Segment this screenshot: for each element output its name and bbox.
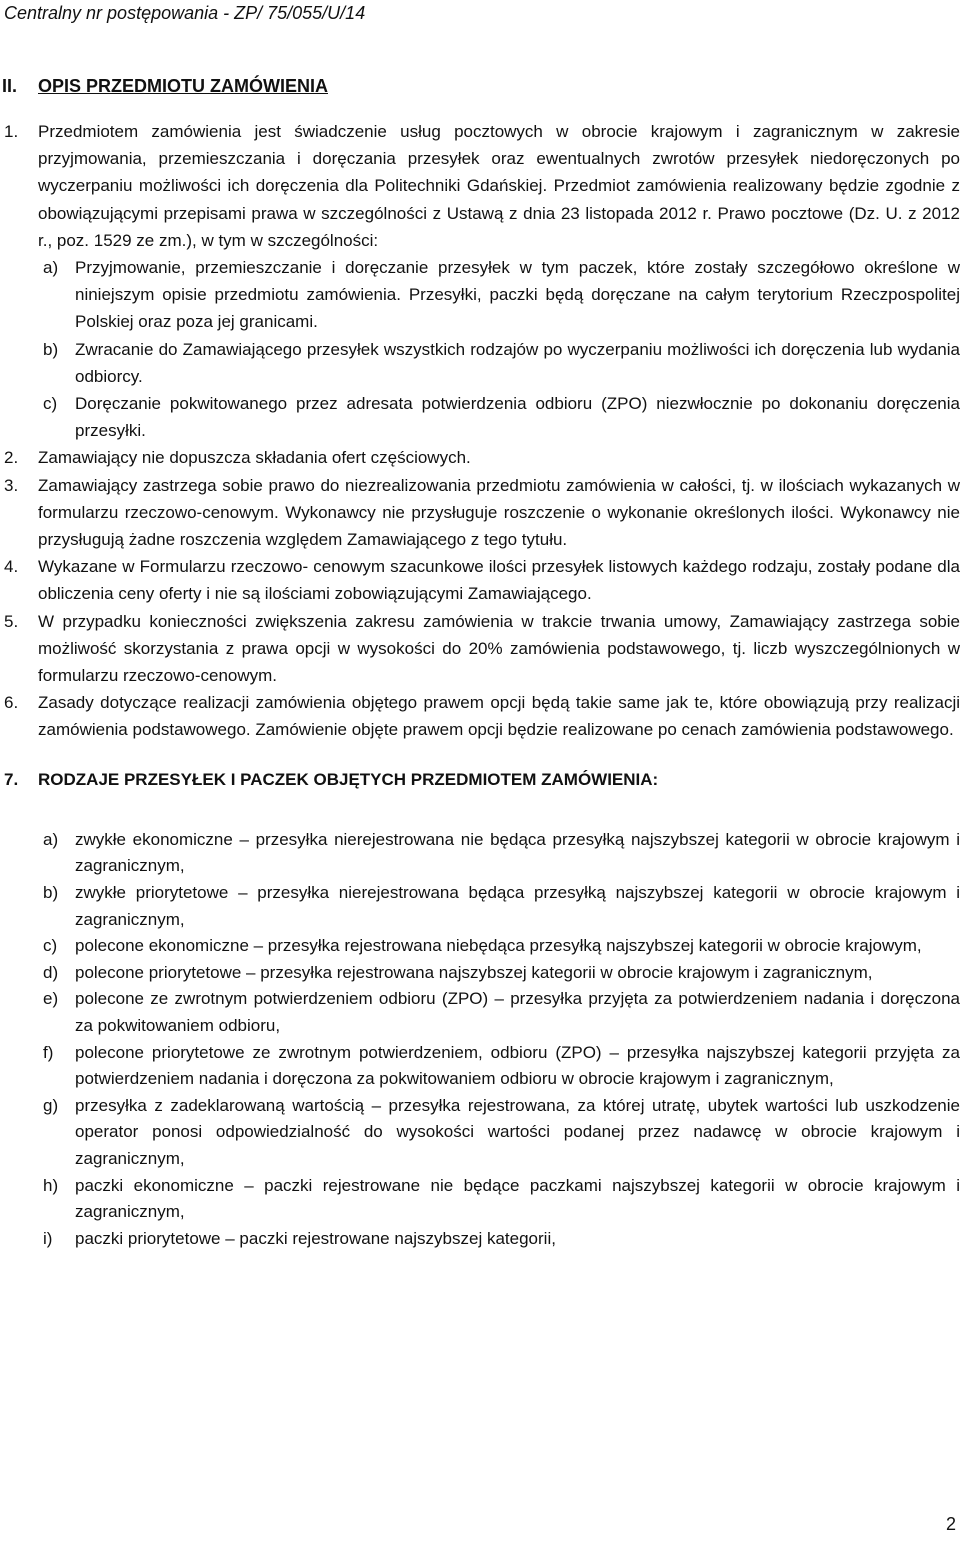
list-item	[0, 608, 960, 690]
sub-item-text: polecone ekonomiczne – przesyłka rejestrowana niebędąca przesyłką najszybszej kategorii w obrocie krajowym,	[75, 936, 922, 956]
sub-item	[38, 390, 960, 444]
sub-item-text: polecone ze zwrotnym potwierdzeniem odbioru (ZPO) – przesyłka przyjęta za potwierdzeniem nadania i doręczona za pokwitowaniem odbioru,	[75, 989, 960, 1036]
document-header: Centralny nr postępowania - ZP/ 75/055/U/14	[4, 3, 366, 23]
sub-item-letter: c)	[43, 936, 58, 956]
sub-item-letter: a)	[43, 829, 59, 849]
shipment-type-item	[38, 827, 960, 880]
sub-item-letter: h)	[43, 1175, 59, 1195]
sub-item-letter: e)	[43, 989, 59, 1009]
item-number: 1.	[4, 122, 19, 141]
sub-list	[0, 254, 960, 444]
section-heading: OPIS PRZEDMIOTU ZAMÓWIENIA	[38, 76, 328, 96]
item-text: W przypadku konieczności zwiększenia zakresu zamówienia w trakcie trwania umowy, Zamawiający zastrzega sobie możliwość skorzystania z prawa opcji w wysokości do 20% zamówienia podstawowego, tj. liczb wyszczególnionych w formularzu rzeczowo-cenowym.	[38, 611, 960, 686]
list-item	[0, 444, 960, 471]
page-number: 2	[945, 1514, 956, 1534]
list-item-heading	[0, 766, 960, 793]
shipment-type-item	[38, 933, 960, 960]
sub-item-letter: c)	[43, 394, 58, 414]
sub-item-letter: d)	[43, 962, 59, 982]
list-item	[0, 553, 960, 607]
item-number: 5.	[4, 611, 19, 631]
item-number: 3.	[4, 475, 19, 495]
shipment-type-item	[38, 1040, 960, 1093]
sub-item-text: zwykłe ekonomiczne – przesyłka nierejestrowana nie będąca przesyłką najszybszej kategorii w obrocie krajowym i zagranicznym,	[75, 829, 960, 876]
item-number: 7.	[4, 769, 19, 789]
sub-item-letter: i)	[43, 1228, 53, 1248]
sub-item-text: przesyłka z zadeklarowaną wartością – przesyłka rejestrowana, za której utratę, ubytek wartości lub uszkodzenie operator ponosi odpowiedzialność do wysokości wartości podanej przez nadawcę w obrocie krajowym i zagranicznym,	[75, 1095, 960, 1168]
sub-item-text: Przyjmowanie, przemieszczanie i doręczanie przesyłek w tym paczek, które zostały szczegółowo określone w niniejszym opisie przedmiotu zamówienia. Przesyłki, paczki będą doręczane na całym terytorium Rzeczpospolitej Polskiej oraz poza jej granicami.	[75, 258, 960, 332]
shipment-types-list	[0, 827, 960, 1253]
sub-item-letter: b)	[43, 883, 59, 903]
section-title	[2, 74, 328, 98]
document-body	[0, 118, 960, 1252]
shipment-type-item	[38, 986, 960, 1039]
sub-item-letter: f)	[43, 1042, 54, 1062]
item-text: Zamawiający nie dopuszcza składania ofert częściowych.	[38, 448, 471, 468]
list-item	[0, 472, 960, 554]
list-item	[0, 118, 960, 254]
list-item	[0, 689, 960, 743]
shipment-type-item	[38, 960, 960, 987]
shipment-type-item	[38, 880, 960, 933]
sub-item	[38, 336, 960, 390]
sub-item-letter: b)	[43, 339, 59, 359]
sub-item-letter: g)	[43, 1095, 59, 1115]
item-number: 4.	[4, 557, 19, 577]
sub-item-letter: a)	[43, 258, 59, 278]
item-text: Zamawiający zastrzega sobie prawo do niezrealizowania przedmiotu zamówienia w całości, tj. w ilościach wykazanych w formularzu rzeczowo-cenowym. Wykonawcy nie przysługuje roszczenie o wykonanie określonych ilości. Wykonawcy nie przysługują żadne roszczenia względem Zamawiającego z tego tytułu.	[38, 475, 960, 550]
item-number: 6.	[4, 693, 19, 713]
sub-item-text: paczki priorytetowe – paczki rejestrowane najszybszej kategorii,	[75, 1228, 556, 1248]
shipment-type-item	[38, 1226, 960, 1253]
item-text: Zasady dotyczące realizacji zamówienia objętego prawem opcji będą takie same jak te, które obowiązują przy realizacji zamówienia podstawowego. Zamówienie objęte prawem opcji będzie realizowane po cenach zamówienia podstawowego.	[38, 693, 960, 740]
sub-item-text: Doręczanie pokwitowanego przez adresata potwierdzenia odbioru (ZPO) niezwłocznie po dokonaniu doręczenia przesyłki.	[75, 394, 960, 441]
shipment-type-item	[38, 1173, 960, 1226]
item-text: Wykazane w Formularzu rzeczowo- cenowym szacunkowe ilości przesyłek listowych każdego rodzaju, zostały podane dla obliczenia ceny oferty i nie są ilościami zobowiązującymi Zamawiającego.	[38, 557, 960, 604]
sub-item-text: Zwracanie do Zamawiającego przesyłek wszystkich rodzajów po wyczerpaniu możliwości ich doręczenia lub wydania odbiorcy.	[75, 339, 960, 386]
section-number: II.	[2, 76, 18, 96]
item-number: 2.	[4, 448, 19, 468]
sub-item-text: polecone priorytetowe – przesyłka rejestrowana najszybszej kategorii w obrocie krajowym i zagranicznym,	[75, 962, 873, 982]
shipment-type-item	[38, 1093, 960, 1173]
sub-item-text: zwykłe priorytetowe – przesyłka nierejestrowana będąca przesyłką najszybszej kategorii w obrocie krajowym i zagranicznym,	[75, 883, 960, 929]
sub-item	[38, 254, 960, 336]
item-text: Przedmiotem zamówienia jest świadczenie usług pocztowych w obrocie krajowym i zagranicznym w zakresie przyjmowania, przemieszczania i doręczania przesyłek oraz ewentualnych zwrotów przesyłek niedoręczonych po wyczerpaniu możliwości ich doręczenia dla Politechniki Gdańskiej. Przedmiot zamówienia realizowany będzie zgodnie z obowiązującymi przepisami prawa w szczególności z Ustawą z dnia 23 listopada 2012 r. Prawo pocztowe (Dz. U. z 2012 r., poz. 1529 ze zm.), w tym w szczególności:	[38, 122, 960, 250]
sub-item-text: polecone priorytetowe ze zwrotnym potwierdzeniem, odbioru (ZPO) – przesyłka najszybszej kategorii przyjęta za potwierdzeniem nadania i doręczona za pokwitowaniem odbioru w obrocie krajowym i zagranicznym,	[75, 1042, 960, 1089]
item-heading-text: RODZAJE PRZESYŁEK I PACZEK OBJĘTYCH PRZEDMIOTEM ZAMÓWIENIA:	[38, 769, 659, 789]
sub-item-text: paczki ekonomiczne – paczki rejestrowane nie będące paczkami najszybszej kategorii w obrocie krajowym i zagranicznym,	[75, 1175, 960, 1222]
